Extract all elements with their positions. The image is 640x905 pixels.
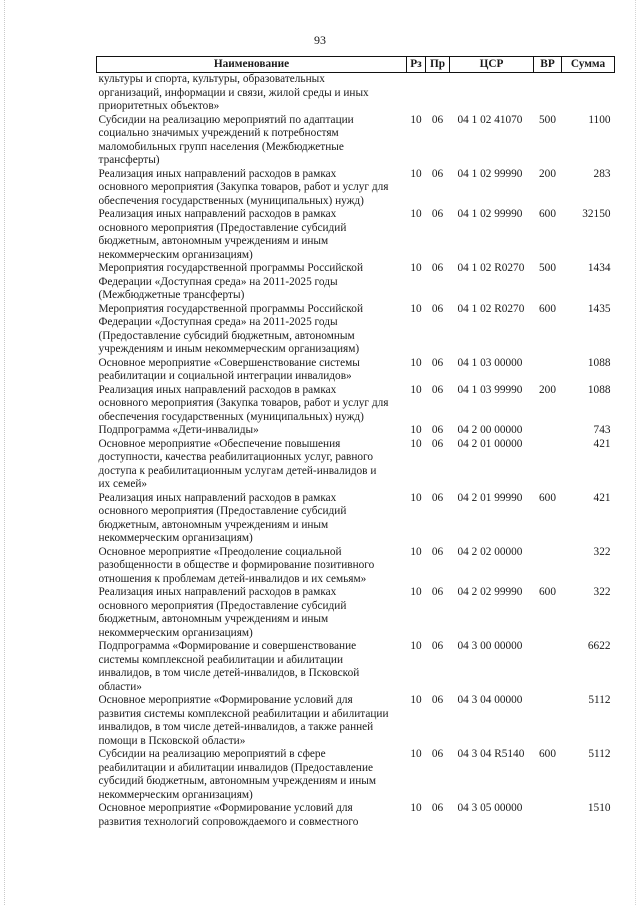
row-sum: 1100 <box>588 113 611 126</box>
row-pr: 06 <box>431 586 444 598</box>
row-name-line: их семей» <box>98 478 148 490</box>
row-name-line: Основное мероприятие «Обеспечение повышения <box>98 437 341 450</box>
row-csr: 04 1 03 99990 <box>457 383 523 396</box>
row-name <box>97 640 407 694</box>
row-sum: 421 <box>593 491 611 504</box>
row-vr: 600 <box>539 586 556 598</box>
row-vr: 600 <box>539 748 556 760</box>
row-pr: 06 <box>431 208 444 220</box>
row-name-line: Основное мероприятие «Преодоление социальной <box>98 545 342 558</box>
row-sum <box>562 73 615 114</box>
row-name-line: Основное мероприятие «Совершенствование системы <box>98 356 360 369</box>
header-row <box>97 57 615 73</box>
row-name-line: Реализация иных направлений расходов в рамках <box>98 208 337 220</box>
row-vr <box>534 73 562 114</box>
row-name-line: Реализация иных направлений расходов в рамках <box>98 167 337 180</box>
row-csr: 04 1 02 R0270 <box>457 262 525 274</box>
row-rz: 10 <box>410 383 422 396</box>
scan-edge-right <box>635 0 637 905</box>
row-sum: 32150 <box>582 208 611 220</box>
row-name-line: Основное мероприятие «Формирование условий для <box>98 802 353 814</box>
row-name <box>97 208 407 262</box>
row-csr: 04 2 01 99990 <box>457 491 523 504</box>
row-name-line: Субсидии на реализацию мероприятий в сфере <box>98 748 326 760</box>
table-row <box>97 262 615 303</box>
row-name-line: некоммерческим организациям) <box>98 248 253 261</box>
table-row <box>97 640 615 694</box>
row-pr: 06 <box>431 640 444 652</box>
row-rz: 10 <box>410 491 422 504</box>
row-sum: 421 <box>593 437 611 450</box>
scan-edge-left <box>4 0 6 905</box>
row-sum: 743 <box>593 424 611 436</box>
row-name-line: Субсидии на реализацию мероприятий по адаптации <box>98 113 354 126</box>
row-csr: 04 1 02 41070 <box>457 113 523 126</box>
row-csr: 04 2 02 00000 <box>457 545 523 558</box>
row-name <box>97 73 407 114</box>
table-body <box>97 73 615 830</box>
table-header <box>97 57 615 73</box>
row-csr: 04 2 01 00000 <box>457 437 523 450</box>
row-sum: 5112 <box>588 748 611 760</box>
row-sum: 1434 <box>587 262 611 274</box>
row-name-line: основного мероприятия (Предоставление субсидий <box>98 599 347 612</box>
row-name-line: основного мероприятия (Закупка товаров, работ и услуг для <box>98 181 389 193</box>
row-vr: 600 <box>539 208 556 220</box>
row-pr: 06 <box>431 113 444 126</box>
row-name-line: Подпрограмма «Формирование и совершенствование <box>98 640 357 652</box>
row-name-line: некоммерческим организациям) <box>98 532 253 544</box>
row-name-line: некоммерческим организациям) <box>98 626 253 639</box>
table-row <box>97 546 615 587</box>
row-name <box>97 262 407 303</box>
row-name-line: бюджетным, автономным учреждениям и иным <box>98 613 329 625</box>
row-name-line: разобщенности в обществе и формирование позитивного <box>98 559 375 571</box>
row-rz: 10 <box>410 802 422 814</box>
row-vr: 200 <box>539 383 556 396</box>
row-vr: 600 <box>539 302 556 315</box>
row-rz: 10 <box>410 113 422 126</box>
row-pr: 06 <box>431 383 444 396</box>
table-row <box>97 303 615 357</box>
row-vr: 200 <box>539 167 556 180</box>
row-name <box>97 384 407 425</box>
row-name-line: инвалидов, в том числе детей-инвалидов, а также ранней <box>98 721 374 733</box>
table-row <box>97 694 615 748</box>
table-row <box>97 586 615 640</box>
row-pr: 06 <box>431 167 444 180</box>
row-name-line: Мероприятия государственной программы Российской <box>98 302 364 315</box>
row-rz <box>407 73 426 114</box>
header-rz: Рз <box>407 57 426 73</box>
table-row <box>97 208 615 262</box>
row-name-line: Реализация иных направлений расходов в рамках <box>98 586 337 598</box>
row-name <box>97 438 407 492</box>
row-vr <box>534 802 562 829</box>
row-sum: 5112 <box>588 694 611 706</box>
row-name-line: доступа к реабилитационным услугам детей-инвалидов и <box>98 464 377 477</box>
row-csr: 04 1 02 99990 <box>457 167 523 180</box>
row-vr <box>534 424 562 438</box>
row-name-line: субсидий бюджетным, автономным учреждениям и иным <box>98 775 376 787</box>
row-name-line: реабилитации и социальной интеграции инвалидов» <box>98 370 352 382</box>
row-rz: 10 <box>410 586 422 598</box>
table-row <box>97 492 615 546</box>
row-rz: 10 <box>410 424 422 436</box>
budget-table <box>96 56 615 829</box>
header-sum: Сумма <box>562 57 615 73</box>
table-row <box>97 357 615 384</box>
row-pr <box>426 73 450 114</box>
row-rz: 10 <box>410 640 422 652</box>
row-rz: 10 <box>410 302 422 315</box>
row-rz: 10 <box>410 167 422 180</box>
row-name-line: приоритетных объектов» <box>98 100 220 112</box>
row-csr: 04 3 00 00000 <box>457 640 523 652</box>
table-row <box>97 384 615 425</box>
header-csr: ЦСР <box>450 57 534 73</box>
header-pr: Пр <box>426 57 450 73</box>
row-vr: 600 <box>539 491 556 504</box>
page-number: 93 <box>314 33 326 47</box>
row-vr <box>534 546 562 587</box>
table-row <box>97 748 615 802</box>
table-row <box>97 168 615 209</box>
row-sum: 322 <box>593 586 611 598</box>
row-name-line: реабилитации и абилитации инвалидов (Предоставление <box>98 761 374 774</box>
row-pr: 06 <box>431 545 444 558</box>
row-name-line: обеспечения государственных (муниципальных) нужд) <box>98 410 364 423</box>
row-name <box>97 586 407 640</box>
row-name <box>97 357 407 384</box>
row-vr <box>534 640 562 694</box>
row-pr: 06 <box>431 302 444 315</box>
row-rz: 10 <box>410 262 422 274</box>
row-name-line: Федерации «Доступная среда» на 2011-2025 годы <box>98 316 338 328</box>
row-sum: 322 <box>593 545 611 558</box>
row-rz: 10 <box>410 437 422 450</box>
row-pr: 06 <box>431 694 444 706</box>
row-name <box>97 546 407 587</box>
header-vr: ВР <box>534 57 562 73</box>
row-name-line: социально значимых учреждений к потребностям <box>98 127 339 139</box>
row-sum: 1435 <box>587 302 611 315</box>
table-row <box>97 424 615 438</box>
row-rz: 10 <box>410 545 422 558</box>
row-pr: 06 <box>431 356 444 369</box>
table-row <box>97 802 615 829</box>
row-name-line: некоммерческим организациям) <box>98 788 253 801</box>
row-name-line: (Межбюджетные трансферты) <box>98 289 245 301</box>
row-name-line: системы комплексной реабилитации и абилитации <box>98 653 343 666</box>
row-csr <box>450 73 534 114</box>
row-csr: 04 1 02 99990 <box>457 208 523 220</box>
row-name-line: учреждениям и иным некоммерческим организациям) <box>98 343 360 355</box>
table-row <box>97 73 615 114</box>
row-name-line: Подпрограмма «Дети-инвалиды» <box>98 424 259 436</box>
row-vr <box>534 694 562 748</box>
row-name-line: (Предоставление субсидий бюджетным, автономным <box>98 329 355 342</box>
row-name <box>97 168 407 209</box>
row-name-line: Реализация иных направлений расходов в рамках <box>98 383 337 396</box>
header-name: Наименование <box>97 57 407 73</box>
row-name <box>97 694 407 748</box>
row-csr: 04 2 02 99990 <box>457 586 523 598</box>
row-name-line: развития системы комплексной реабилитации и абилитации <box>98 707 389 720</box>
row-name <box>97 802 407 829</box>
row-name-line: инвалидов, в том числе детей-инвалидов, в Псковской <box>98 667 360 679</box>
row-name-line: доступности, качества реабилитационных услуг, равного <box>98 451 374 463</box>
row-name-line: бюджетным, автономным учреждениям и иным <box>98 235 329 247</box>
row-name-line: области» <box>98 680 142 693</box>
row-sum: 1510 <box>587 802 611 814</box>
row-name-line: маломобильных групп населения (Межбюджетные <box>98 140 344 153</box>
row-sum: 1088 <box>587 383 611 396</box>
row-name-line: Реализация иных направлений расходов в рамках <box>98 491 337 504</box>
row-vr <box>534 357 562 384</box>
table-row <box>97 438 615 492</box>
row-csr: 04 1 03 00000 <box>457 356 523 369</box>
row-pr: 06 <box>431 491 444 504</box>
row-name <box>97 424 407 438</box>
row-name <box>97 114 407 168</box>
row-pr: 06 <box>431 262 444 274</box>
row-vr: 500 <box>539 262 556 274</box>
row-name-line: основного мероприятия (Предоставление субсидий <box>98 505 347 517</box>
row-csr: 04 3 05 00000 <box>457 802 523 814</box>
row-rz: 10 <box>410 356 422 369</box>
row-name-line: трансферты) <box>98 154 160 166</box>
row-rz: 10 <box>410 748 422 760</box>
table-row <box>97 114 615 168</box>
row-vr: 500 <box>539 113 556 126</box>
row-name-line: отношения к проблемам детей-инвалидов и их семьям» <box>98 572 367 585</box>
row-name-line: основного мероприятия (Предоставление субсидий <box>98 221 347 234</box>
row-pr: 06 <box>431 748 444 760</box>
row-sum: 6622 <box>587 640 611 652</box>
row-csr: 04 1 02 R0270 <box>457 302 525 315</box>
row-name-line: организаций, информации и связи, жилой среды и иных <box>98 86 369 99</box>
row-csr: 04 2 00 00000 <box>457 424 523 436</box>
row-pr: 06 <box>431 437 444 450</box>
row-name <box>97 748 407 802</box>
row-name-line: обеспечения государственных (муниципальных) нужд) <box>98 194 364 207</box>
row-name-line: Основное мероприятие «Формирование условий для <box>98 694 353 706</box>
row-csr: 04 3 04 R5140 <box>457 748 525 760</box>
row-name <box>97 492 407 546</box>
row-name-line: Мероприятия государственной программы Российской <box>98 262 364 274</box>
row-sum: 1088 <box>587 356 611 369</box>
row-csr: 04 3 04 00000 <box>457 694 523 706</box>
row-name-line: основного мероприятия (Закупка товаров, работ и услуг для <box>98 397 389 409</box>
row-name-line: помощи в Псковской области» <box>98 734 246 747</box>
row-name-line: развития технологий сопровождаемого и совместного <box>98 815 359 828</box>
row-pr: 06 <box>431 802 444 814</box>
row-name-line: Федерации «Доступная среда» на 2011-2025 годы <box>98 275 338 288</box>
row-rz: 10 <box>410 694 422 706</box>
row-name <box>97 303 407 357</box>
row-vr <box>534 438 562 492</box>
row-name-line: бюджетным, автономным учреждениям и иным <box>98 518 329 531</box>
row-pr: 06 <box>431 424 444 436</box>
row-rz: 10 <box>410 208 422 220</box>
row-name-line: культуры и спорта, культуры, образовательных <box>98 73 325 85</box>
row-sum: 283 <box>593 167 611 180</box>
